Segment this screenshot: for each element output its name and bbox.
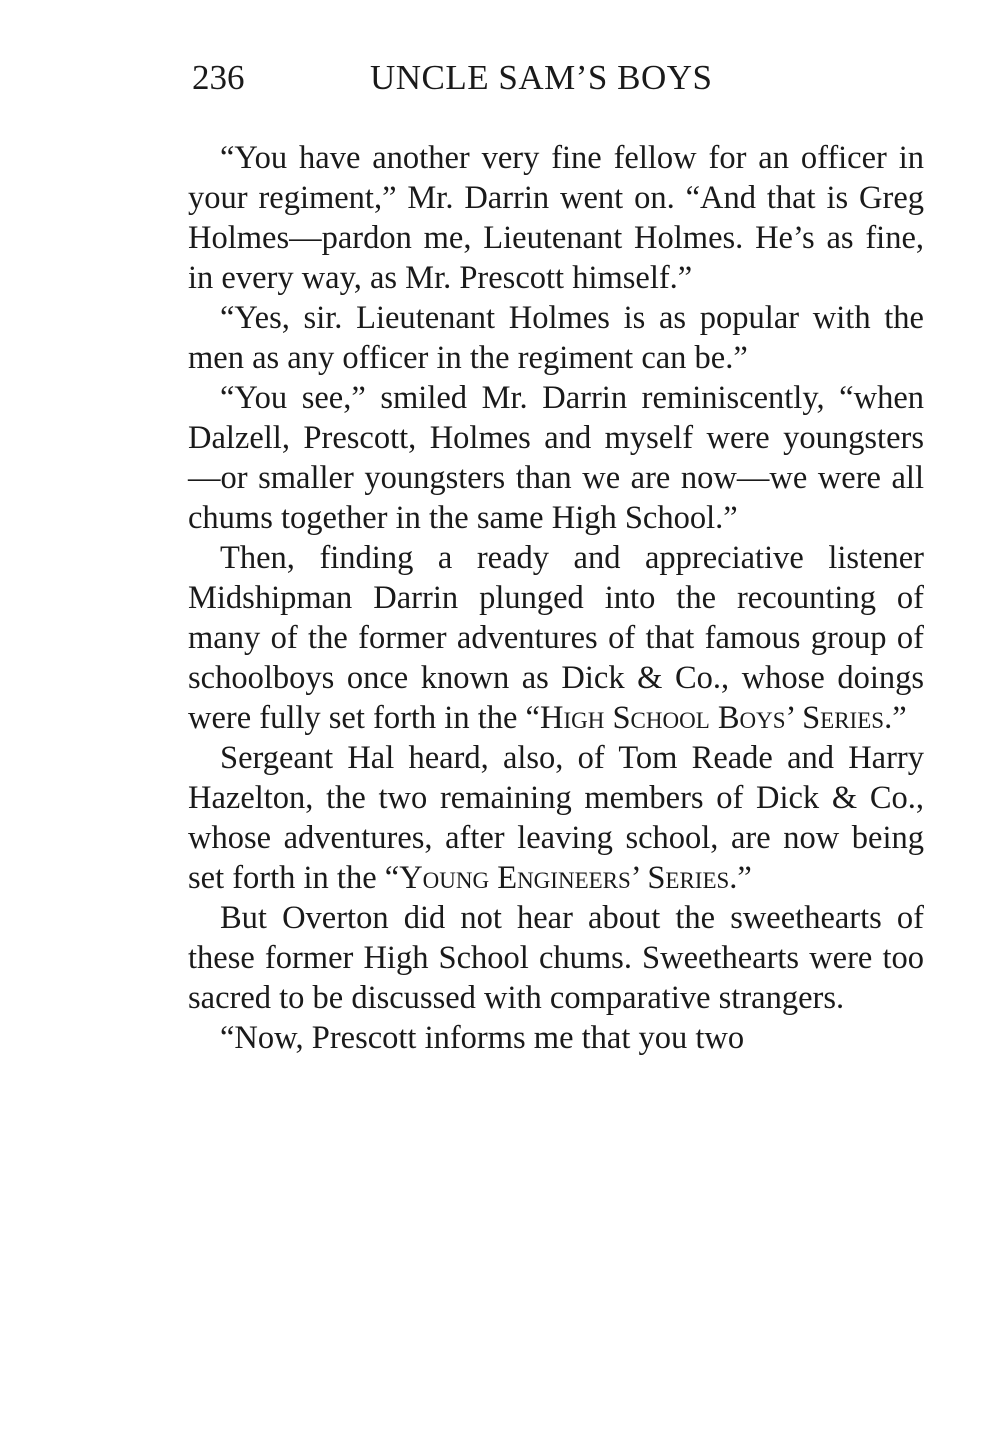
paragraph-tom-reade-harry-hazelton <box>188 738 924 898</box>
paragraph-text: Sergeant Hal heard, also, of Tom Reade and Harry Hazelton, the two remaining members of Dick & Co., whose adventures, after leaving school, are now being set forth in the “ <box>188 740 924 896</box>
paragraph-lieutenant-holmes-popular: “Yes, sir. Lieutenant Holmes is as popular with the men as any officer in the regiment can be.” <box>188 300 924 376</box>
running-head <box>192 56 752 100</box>
paragraph-dick-and-co <box>188 538 924 738</box>
series-title-high-school-boys: High School Boys’ Series <box>539 700 885 736</box>
series-title-young-engineers: Young Engineers’ Series <box>399 860 730 896</box>
page-number: 236 <box>192 58 245 97</box>
body-text <box>188 138 924 1058</box>
paragraph-sweethearts: But Overton did not hear about the sweethearts of these former High School chums. Sweethearts were too sacred to be discussed with comparative strangers. <box>188 900 924 1016</box>
paragraph-text: Then, finding a ready and appreciative listener Midshipman Darrin plunged into the recounting of many of the former adventures of that famous group of schoolboys once known as Dick & Co., whose doings were fully set forth in the “ <box>188 540 924 736</box>
paragraph-prescott-informs: “Now, Prescott informs me that you two <box>220 1020 745 1056</box>
paragraph-text: .” <box>729 860 752 896</box>
paragraph-chums-high-school: “You see,” smiled Mr. Darrin reminiscently, “when Dalzell, Prescott, Holmes and myself were youngsters—or smaller youngsters than we are now—we were all chums together in the same High School.” <box>188 380 924 536</box>
paragraph-darrin-greg-holmes: “You have another very fine fellow for an officer in your regiment,” Mr. Darrin went on. “And that is Greg Holmes—pardon me, Lieutenant Holmes. He’s as fine, in every way, as Mr. Prescott himself.” <box>188 140 924 296</box>
running-title: UNCLE SAM’S BOYS <box>370 58 713 97</box>
paragraph-text: .” <box>884 700 907 736</box>
